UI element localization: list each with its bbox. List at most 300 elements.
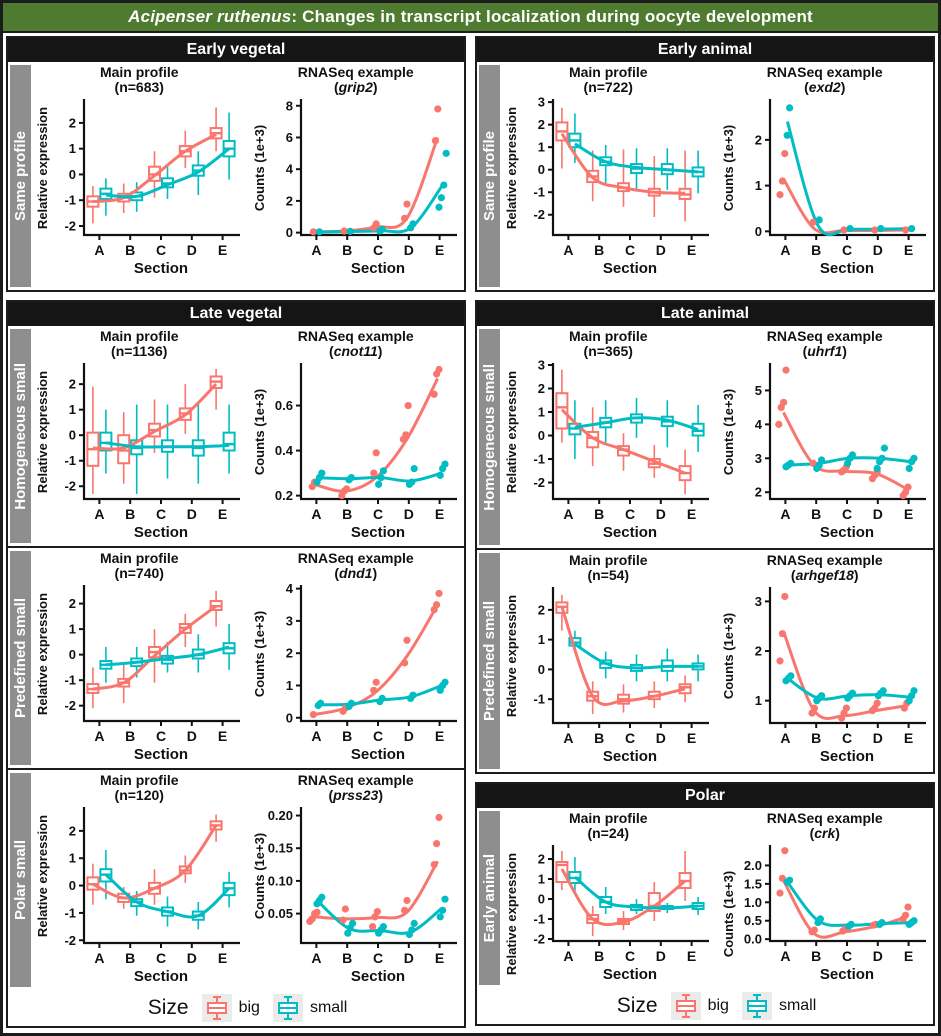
svg-text:B: B [810, 730, 822, 746]
rnaseq-example-panel-lv-homogeneous-small [248, 326, 465, 546]
svg-text:1: 1 [538, 871, 546, 887]
size-legend-label: Size [147, 996, 189, 1019]
svg-text:2: 2 [538, 381, 546, 397]
legend-item-small [742, 992, 816, 1020]
paren-close: ) [840, 79, 846, 95]
svg-text:1.0: 1.0 [743, 894, 762, 910]
svg-text:1: 1 [538, 139, 546, 155]
svg-text:1: 1 [69, 621, 77, 637]
paren-close: ) [377, 343, 383, 359]
svg-text:B: B [810, 506, 822, 522]
svg-text:Section: Section [134, 524, 189, 541]
svg-text:B: B [594, 242, 605, 258]
svg-text:A: A [563, 242, 574, 258]
plot-subtitle [334, 80, 378, 95]
svg-text:E: E [434, 242, 445, 258]
rnaseq-example-panel-ea-same-profile [717, 62, 934, 290]
svg-text:B: B [594, 948, 605, 964]
svg-text:A: A [94, 950, 105, 966]
svg-text:Section: Section [603, 260, 658, 277]
svg-text:2: 2 [538, 851, 546, 867]
legend-item-label: big [238, 999, 260, 1016]
gene-name: dnd1 [339, 565, 373, 581]
svg-text:D: D [872, 242, 883, 258]
plot-title: Main profile [568, 810, 648, 826]
svg-text:E: E [218, 242, 228, 258]
svg-text:Counts (1e+3): Counts (1e+3) [720, 612, 736, 700]
paren-close: ) [372, 79, 378, 95]
legend-key-small [742, 992, 772, 1020]
svg-text:Relative expression: Relative expression [35, 370, 51, 494]
svg-text:0: 0 [69, 427, 77, 443]
main-profile-panel-la-predefined-small [500, 550, 717, 772]
svg-text:-2: -2 [64, 218, 77, 234]
svg-text:C: C [841, 242, 852, 258]
svg-text:D: D [655, 506, 667, 522]
panel-header-late-vegetal: Late vegetal [8, 302, 464, 326]
svg-text:0: 0 [69, 647, 77, 663]
plot-title: Main profile [568, 64, 648, 80]
sample-size: (n=120) [114, 787, 164, 803]
svg-text:-1: -1 [64, 453, 77, 469]
plot-title: RNASeq example [297, 550, 414, 566]
figure-title [3, 3, 938, 33]
svg-text:-2: -2 [533, 207, 546, 223]
row-side-label-ev-same-profile [10, 65, 31, 287]
svg-text:Section: Section [134, 260, 189, 277]
lv-homogeneous-small-main-chart [32, 359, 246, 545]
plot-subtitle [810, 826, 840, 841]
svg-text:2: 2 [285, 645, 293, 661]
row-side-label-polar-early-animal [479, 811, 500, 985]
svg-text:Counts (1e+3): Counts (1e+3) [720, 870, 736, 958]
row-polar-early-animal [477, 808, 933, 988]
svg-text:2: 2 [69, 376, 77, 392]
plot-subtitle [587, 568, 629, 583]
svg-text:0: 0 [69, 878, 77, 894]
svg-text:0.6: 0.6 [274, 398, 293, 414]
svg-text:Counts (1e+3): Counts (1e+3) [251, 610, 267, 698]
svg-text:D: D [186, 506, 198, 522]
svg-text:0.2: 0.2 [274, 488, 293, 504]
legend-item-big [202, 994, 260, 1022]
lv-predefined-small-rna-chart [249, 581, 463, 767]
main-profile-panel-lv-homogeneous-small [31, 326, 248, 546]
svg-text:D: D [655, 948, 667, 964]
svg-text:E: E [903, 242, 914, 258]
plot-title: RNASeq example [766, 552, 883, 568]
group-polar [475, 782, 935, 1026]
svg-text:3: 3 [538, 359, 546, 373]
svg-text:Section: Section [134, 968, 189, 985]
svg-text:Section: Section [603, 966, 658, 983]
svg-text:2: 2 [754, 643, 762, 659]
gene-name: arhgef18 [795, 567, 854, 583]
svg-text:3: 3 [285, 613, 293, 629]
svg-text:D: D [403, 728, 414, 744]
row-lv-polar-small [8, 768, 464, 990]
svg-text:Section: Section [350, 968, 405, 985]
size-legend [477, 988, 933, 1024]
svg-text:B: B [341, 728, 353, 744]
plot-title: RNASeq example [766, 64, 883, 80]
svg-text:D: D [403, 242, 414, 258]
ev-same-profile-main-chart [32, 95, 246, 281]
row-side-label-text: Homogeneous small [12, 362, 29, 510]
svg-text:E: E [218, 728, 228, 744]
svg-text:B: B [594, 730, 605, 746]
svg-text:1: 1 [69, 850, 77, 866]
paren-open: ( [802, 343, 808, 359]
plot-title: RNASeq example [766, 328, 883, 344]
lv-polar-small-main-chart [32, 803, 246, 989]
svg-text:A: A [311, 242, 322, 258]
main-profile-panel-lv-predefined-small [31, 548, 248, 768]
row-side-label-text: Early animal [481, 853, 498, 943]
svg-text:1: 1 [754, 693, 762, 709]
svg-text:1: 1 [538, 404, 546, 420]
plot-title: RNASeq example [297, 772, 414, 788]
plot-title: RNASeq example [297, 64, 414, 80]
svg-text:E: E [434, 728, 445, 744]
row-side-label-text: Predefined small [12, 597, 29, 719]
svg-text:Relative expression: Relative expression [504, 594, 520, 718]
svg-text:-1: -1 [533, 451, 546, 467]
svg-text:Section: Section [350, 746, 405, 763]
svg-text:A: A [780, 948, 791, 964]
plot-title: Main profile [99, 550, 179, 566]
legend-item-label: small [309, 999, 348, 1016]
paren-close: ) [842, 343, 847, 359]
row-side-label-text: Same profile [12, 130, 29, 222]
svg-text:A: A [563, 948, 574, 964]
row-lv-homogeneous-small [8, 326, 464, 546]
lv-predefined-small-main-chart [32, 581, 246, 767]
svg-text:-1: -1 [64, 192, 77, 208]
svg-text:2: 2 [69, 823, 77, 839]
row-lv-predefined-small [8, 546, 464, 768]
svg-text:0: 0 [538, 661, 546, 677]
svg-text:3: 3 [538, 95, 546, 110]
sample-size: (n=365) [583, 343, 633, 359]
svg-text:D: D [186, 242, 198, 258]
plot-subtitle [111, 344, 167, 359]
svg-text:C: C [156, 728, 167, 744]
row-la-predefined-small [477, 548, 933, 772]
svg-text:A: A [563, 506, 574, 522]
svg-text:2: 2 [69, 596, 77, 612]
svg-text:0: 0 [69, 166, 77, 182]
svg-text:-2: -2 [533, 931, 546, 947]
plot-title: Main profile [568, 328, 648, 344]
plot-subtitle [587, 826, 629, 841]
gene-name: uhrf1 [807, 343, 843, 359]
svg-text:6: 6 [285, 129, 293, 145]
row-side-label-lv-homogeneous-small [10, 329, 31, 543]
svg-text:C: C [372, 728, 383, 744]
plot-subtitle [803, 344, 847, 359]
svg-text:-1: -1 [533, 184, 546, 200]
svg-text:0: 0 [538, 162, 546, 178]
svg-text:0: 0 [285, 225, 293, 241]
svg-text:C: C [156, 506, 167, 522]
svg-text:Section: Section [350, 524, 405, 541]
row-side-label-la-homogeneous-small [479, 329, 500, 545]
svg-text:Counts (1e+3): Counts (1e+3) [251, 832, 267, 920]
rnaseq-example-panel-lv-polar-small [248, 770, 465, 990]
svg-text:0: 0 [538, 428, 546, 444]
svg-text:A: A [780, 730, 791, 746]
row-side-label-lv-polar-small [10, 773, 31, 987]
svg-text:D: D [186, 728, 198, 744]
svg-text:D: D [655, 730, 667, 746]
polar-early-animal-rna-chart [718, 841, 932, 987]
svg-text:1: 1 [538, 632, 546, 648]
svg-text:2: 2 [538, 117, 546, 133]
sample-size: (n=683) [114, 79, 164, 95]
plot-title: Main profile [99, 64, 179, 80]
svg-text:-1: -1 [533, 691, 546, 707]
svg-text:C: C [372, 950, 383, 966]
rnaseq-example-panel-lv-predefined-small [248, 548, 465, 768]
svg-text:1: 1 [69, 402, 77, 418]
svg-text:D: D [655, 242, 667, 258]
sample-size: (n=722) [583, 79, 633, 95]
right-column [475, 36, 935, 1029]
svg-text:E: E [687, 948, 697, 964]
svg-text:0.10: 0.10 [267, 873, 293, 889]
svg-text:E: E [218, 506, 228, 522]
svg-text:Counts (1e+3): Counts (1e+3) [720, 388, 736, 476]
svg-text:C: C [841, 730, 852, 746]
svg-text:E: E [434, 950, 445, 966]
svg-text:1: 1 [69, 141, 77, 157]
gene-name: exd2 [808, 79, 841, 95]
svg-text:0: 0 [538, 891, 546, 907]
svg-text:2: 2 [285, 193, 293, 209]
svg-text:0.15: 0.15 [267, 840, 293, 856]
svg-text:2: 2 [754, 132, 762, 148]
sample-size: (n=1136) [111, 343, 168, 359]
sample-size: (n=24) [587, 825, 630, 841]
figure-title-rest: : Changes in transcript localization during oocyte development [291, 7, 813, 26]
row-side-label-text: Homogeneous small [481, 363, 498, 511]
svg-text:0: 0 [285, 710, 293, 726]
svg-text:8: 8 [285, 98, 293, 114]
svg-text:C: C [372, 242, 383, 258]
svg-text:0.5: 0.5 [743, 913, 762, 929]
svg-text:0.4: 0.4 [274, 443, 293, 459]
figure-title-species: Acipenser ruthenus [128, 7, 292, 26]
svg-text:C: C [625, 242, 636, 258]
row-side-label-text: Polar small [12, 839, 29, 921]
plot-subtitle [115, 788, 164, 803]
row-ea-same-profile [477, 62, 933, 290]
main-profile-panel-lv-polar-small [31, 770, 248, 990]
svg-text:B: B [125, 506, 136, 522]
svg-text:-1: -1 [533, 911, 546, 927]
panel-grid [3, 33, 938, 1033]
svg-text:B: B [341, 950, 353, 966]
plot-title: Main profile [568, 552, 648, 568]
svg-text:A: A [311, 728, 322, 744]
svg-text:B: B [125, 242, 136, 258]
svg-text:1: 1 [754, 178, 762, 194]
row-side-label-text: Same profile [481, 130, 498, 222]
paren-close: ) [835, 825, 840, 841]
svg-text:Relative expression: Relative expression [504, 370, 520, 494]
rnaseq-example-panel-la-homogeneous-small [717, 326, 934, 548]
legend-item-label: big [707, 997, 729, 1014]
panel-header-late-animal: Late animal [477, 302, 933, 326]
svg-text:E: E [903, 730, 914, 746]
svg-text:-2: -2 [64, 478, 77, 494]
paren-open: ( [333, 79, 339, 95]
svg-text:Relative expression: Relative expression [35, 814, 51, 938]
lv-polar-small-rna-chart [249, 803, 463, 989]
svg-text:Section: Section [134, 746, 189, 763]
row-side-label-lv-predefined-small [10, 551, 31, 765]
svg-text:C: C [841, 948, 852, 964]
svg-text:Section: Section [819, 748, 874, 765]
svg-text:B: B [125, 728, 136, 744]
svg-text:-1: -1 [64, 905, 77, 921]
svg-text:2: 2 [754, 484, 762, 500]
svg-text:Section: Section [819, 524, 874, 541]
main-profile-panel-polar-early-animal [500, 808, 717, 988]
svg-text:3: 3 [754, 450, 762, 466]
ea-same-profile-rna-chart [718, 95, 932, 281]
paren-open: ( [328, 787, 334, 803]
la-predefined-small-main-chart [501, 583, 715, 769]
plot-subtitle [584, 80, 633, 95]
svg-text:E: E [903, 506, 914, 522]
gene-name: prss23 [333, 787, 379, 803]
plot-subtitle [329, 344, 382, 359]
svg-text:0.20: 0.20 [267, 808, 293, 824]
sample-size: (n=54) [587, 567, 630, 583]
la-homogeneous-small-rna-chart [718, 359, 932, 545]
svg-text:B: B [810, 948, 822, 964]
svg-text:4: 4 [754, 416, 762, 432]
la-predefined-small-rna-chart [718, 583, 932, 769]
plot-subtitle [334, 566, 377, 581]
svg-text:D: D [403, 950, 414, 966]
ea-same-profile-main-chart [501, 95, 715, 281]
ev-same-profile-rna-chart [249, 95, 463, 281]
gene-name: grip2 [338, 79, 373, 95]
svg-text:0.0: 0.0 [743, 931, 762, 947]
svg-text:4: 4 [285, 161, 293, 177]
row-side-label-text: Predefined small [481, 600, 498, 722]
svg-text:B: B [341, 242, 353, 258]
rnaseq-example-panel-la-predefined-small [717, 550, 934, 772]
plot-subtitle [791, 568, 859, 583]
svg-text:3: 3 [754, 593, 762, 609]
svg-text:B: B [810, 242, 822, 258]
row-side-label-la-predefined-small [479, 553, 500, 769]
svg-text:Counts (1e+3): Counts (1e+3) [251, 124, 267, 212]
svg-text:C: C [156, 242, 167, 258]
size-legend-label: Size [616, 994, 658, 1017]
svg-text:D: D [403, 506, 414, 522]
sample-size: (n=740) [114, 565, 164, 581]
legend-item-label: small [778, 997, 817, 1014]
paren-open: ( [790, 567, 796, 583]
paren-close: ) [372, 565, 378, 581]
svg-text:A: A [311, 950, 322, 966]
lv-homogeneous-small-rna-chart [249, 359, 463, 545]
svg-text:Section: Section [819, 260, 874, 277]
panel-header-polar: Polar [477, 784, 933, 808]
svg-text:A: A [780, 242, 791, 258]
paren-close: ) [853, 567, 859, 583]
plot-title: RNASeq example [297, 328, 414, 344]
svg-text:-1: -1 [64, 672, 77, 688]
svg-text:Relative expression: Relative expression [504, 106, 520, 230]
svg-text:Section: Section [350, 260, 405, 277]
svg-text:E: E [687, 242, 697, 258]
legend-key-small [273, 994, 303, 1022]
panel-header-early-vegetal: Early vegetal [8, 38, 464, 62]
group-late-animal [475, 300, 935, 774]
svg-text:B: B [125, 950, 136, 966]
svg-text:D: D [872, 730, 883, 746]
svg-text:B: B [341, 506, 353, 522]
row-ev-same-profile [8, 62, 464, 290]
left-column [6, 36, 466, 1029]
svg-text:A: A [94, 242, 105, 258]
plot-subtitle [115, 80, 164, 95]
svg-text:Section: Section [603, 524, 658, 541]
svg-text:2: 2 [69, 115, 77, 131]
main-profile-panel-ea-same-profile [500, 62, 717, 290]
paren-open: ( [329, 343, 334, 359]
paren-open: ( [804, 79, 809, 95]
svg-text:0: 0 [754, 223, 762, 239]
svg-text:E: E [687, 506, 697, 522]
gene-name: crk [814, 825, 836, 841]
svg-text:1.5: 1.5 [743, 876, 762, 892]
legend-key-big [671, 992, 701, 1020]
svg-text:Section: Section [819, 966, 874, 983]
svg-text:E: E [903, 948, 914, 964]
plot-title: Main profile [99, 772, 179, 788]
svg-text:B: B [594, 506, 605, 522]
svg-text:Relative expression: Relative expression [35, 592, 51, 716]
plot-title: Main profile [99, 328, 179, 344]
plot-title: RNASeq example [766, 810, 883, 826]
svg-text:C: C [156, 950, 167, 966]
rnaseq-example-panel-ev-same-profile [248, 62, 465, 290]
panel-header-early-animal: Early animal [477, 38, 933, 62]
svg-text:C: C [841, 506, 852, 522]
svg-text:5: 5 [754, 382, 762, 398]
group-early-animal [475, 36, 935, 292]
svg-text:Counts (1e+3): Counts (1e+3) [251, 388, 267, 476]
svg-text:A: A [94, 728, 105, 744]
svg-text:D: D [872, 948, 883, 964]
row-la-homogeneous-small [477, 326, 933, 548]
svg-text:D: D [186, 950, 198, 966]
size-legend [8, 990, 464, 1026]
group-late-vegetal [6, 300, 466, 1028]
svg-text:2: 2 [538, 602, 546, 618]
svg-text:A: A [780, 506, 791, 522]
polar-early-animal-main-chart [501, 841, 715, 987]
svg-text:C: C [625, 948, 636, 964]
svg-text:2.0: 2.0 [743, 857, 762, 873]
